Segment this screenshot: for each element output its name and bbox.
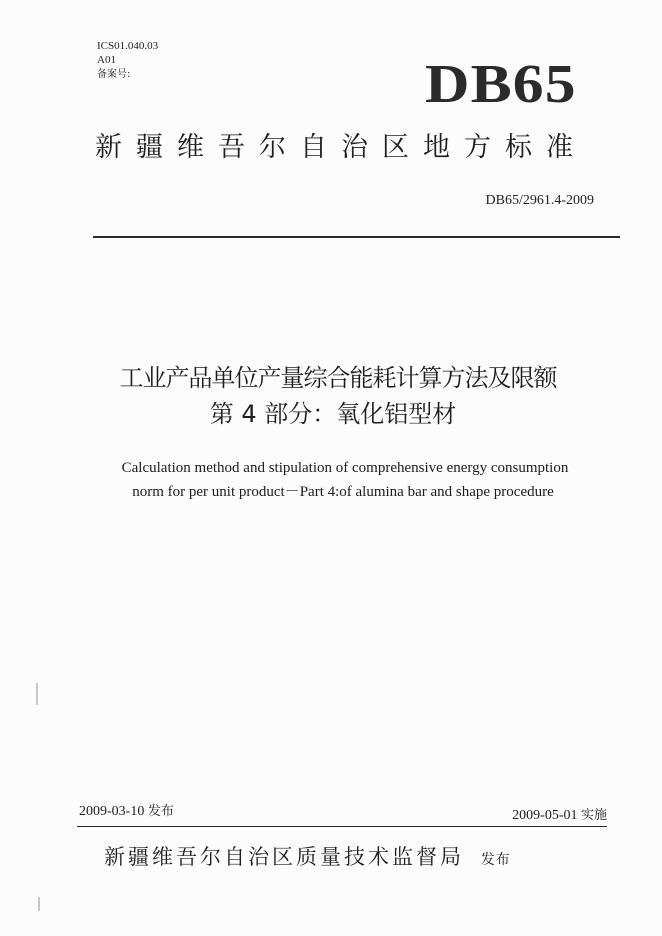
english-title-line-2: norm for per unit product－Part 4:of alumina bar and shape procedure xyxy=(132,484,554,500)
issuer-block xyxy=(104,844,511,873)
ics-code: ICS01.040.03 xyxy=(97,40,159,52)
effective-date: 2009-05-01 xyxy=(512,808,578,823)
scan-artifact xyxy=(36,683,38,705)
chinese-title-line-1: 工业产品单位产量综合能耗计算方法及限额 xyxy=(119,364,557,392)
issued-label: 发布 xyxy=(147,804,174,819)
bottom-divider xyxy=(77,826,607,827)
issuer-action: 发布 xyxy=(480,852,511,868)
standard-number: DB65/2961.4-2009 xyxy=(485,193,594,208)
standard-category-title: 新疆维吾尔自治区地方标准 xyxy=(95,132,587,163)
scan-artifact xyxy=(38,897,40,911)
chinese-title-line-2: 第 4 部分：氧化铝型材 xyxy=(209,400,457,428)
top-divider xyxy=(93,236,620,238)
issuer-name: 新疆维吾尔自治区质量技术监督局 xyxy=(104,845,464,869)
english-title-line-1: Calculation method and stipulation of comprehensive energy consumption xyxy=(121,460,569,476)
standard-logo: DB65 xyxy=(425,53,577,114)
issued-date-block xyxy=(79,804,174,820)
ccs-code: A01 xyxy=(97,54,116,66)
issued-date: 2009-03-10 xyxy=(79,804,145,819)
effective-label: 实施 xyxy=(580,808,607,823)
effective-date-block xyxy=(512,808,607,824)
filing-number-label: 备案号: xyxy=(97,69,131,80)
